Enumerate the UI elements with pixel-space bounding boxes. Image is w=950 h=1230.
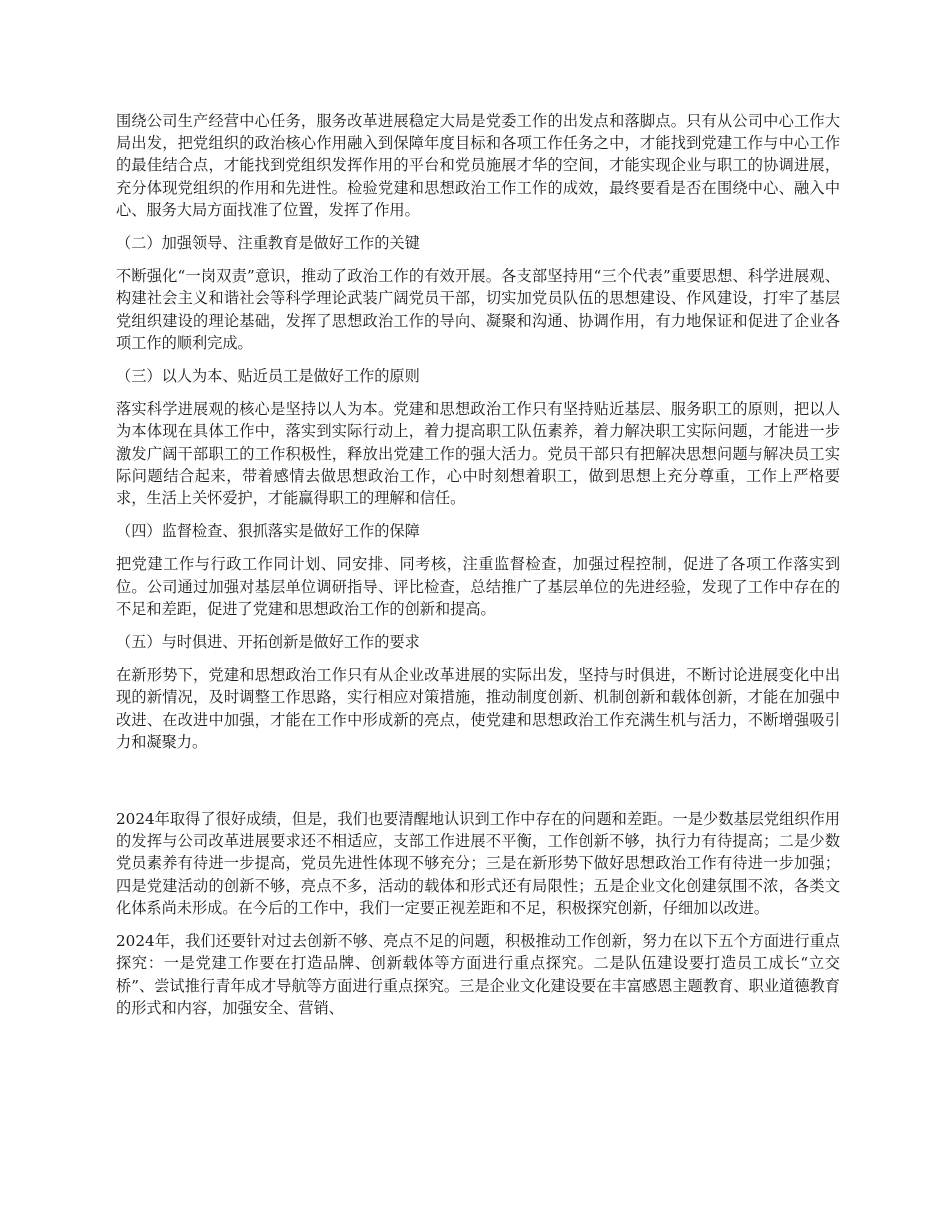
document-body [116,110,840,1030]
section-gap [116,764,840,808]
paragraph-center-task: 围绕公司生产经营中心任务，服务改革进展稳定大局是党委工作的出发点和落脚点。只有从公司中心工作大局出发，把党组织的政治核心作用融入到保障年度目标和各项工作任务之中，才能找到党建工作与中心工作的最佳结合点，才能找到党组织发挥作用的平台和党员施展才华的空间，才能实现企业与职工的协调进展，充分体现党组织的作用和先进性。检验党建和思想政治工作工作的成效，最终要看是否在围绕中心、融入中心、服务大局方面找准了位置，发挥了作用。 [116,112,840,219]
paragraph-problems: 2024年取得了很好成绩，但是，我们也要清醒地认识到工作中存在的问题和差距。一是少数基层党组织作用的发挥与公司改革进展要求还不相适应，支部工作进展不平衡，工作创新不够，执行力有待提高；二是少数党员素养有待进一步提高，党员先进性体现不够充分；三是在新形势下做好思想政治工作有待进一步加强；四是党建活动的创新不够，亮点不多，活动的载体和形式还有局限性；五是企业文化创建氛围不浓，各类文化体系尚未形成。在今后的工作中，我们一定要正视差距和不足，积极探究创新，仔细加以改进。 [116,810,840,917]
paragraph-leadership: 不断强化“一岗双责”意识，推动了政治工作的有效开展。各支部坚持用“三个代表”重要思想、科学进展观、构建社会主义和谐社会等科学理论武装广阔党员干部，切实加党员队伍的思想建设、作风建设，打牢了基层党组织建设的理论基础，发挥了思想政治工作的导向、凝聚和沟通、协调作用，有力地保证和促进了企业各项工作的顺利完成。 [116,267,840,352]
paragraph-plans: 2024年，我们还要针对过去创新不够、亮点不足的问题，积极推动工作创新，努力在以下五个方面进行重点探究：一是党建工作要在打造品牌、创新载体等方面进行重点探究。二是队伍建设要打造员工成长“立交桥”、尝试推行青年成才导航等方面进行重点探究。三是企业文化建设要在丰富感恩主题教育、职业道德教育的形式和内容，加强安全、营销、 [116,932,840,1017]
section-heading-5: （五）与时俱进、开拓创新是做好工作的要求 [116,633,420,652]
paragraph-supervision: 把党建工作与行政工作同计划、同安排、同考核，注重监督检查，加强过程控制，促进了各项工作落实到位。公司通过加强对基层单位调研指导、评比检查，总结推广了基层单位的先进经验，发现了工作中存在的不足和差距，促进了党建和思想政治工作的创新和提高。 [116,555,840,618]
paragraph-people-oriented: 落实科学进展观的核心是坚持以人为本。党建和思想政治工作只有坚持贴近基层、服务职工的原则，把以人为本体现在具体工作中，落实到实际行动上，着力提高职工队伍素养，着力解决职工实际问题，才能进一步激发广阔干部职工的工作积极性，释放出党建工作的强大活力。党员干部只有把解决思想问题与解决员工实际问题结合起来，带着感情去做思想政治工作，心中时刻想着职工，做到思想上充分尊重，工作上严格要求，生活上关怀爱护，才能赢得职工的理解和信任。 [116,400,840,508]
paragraph-innovation: 在新形势下，党建和思想政治工作只有从企业改革进展的实际出发，坚持与时俱进，不断讨论进展变化中出现的新情况，及时调整工作思路，实行相应对策措施，推动制度创新、机制创新和载体创新，才能在加强中改进、在改进中加强，才能在工作中形成新的亮点，使党建和思想政治工作充满生机与活力，不断增强吸引力和凝聚力。 [116,666,840,751]
section-heading-4: （四）监督检查、狠抓落实是做好工作的保障 [116,522,420,541]
section-heading-3: （三）以人为本、贴近员工是做好工作的原则 [116,367,420,386]
section-heading-2: （二）加强领导、注重教育是做好工作的关键 [116,234,420,253]
